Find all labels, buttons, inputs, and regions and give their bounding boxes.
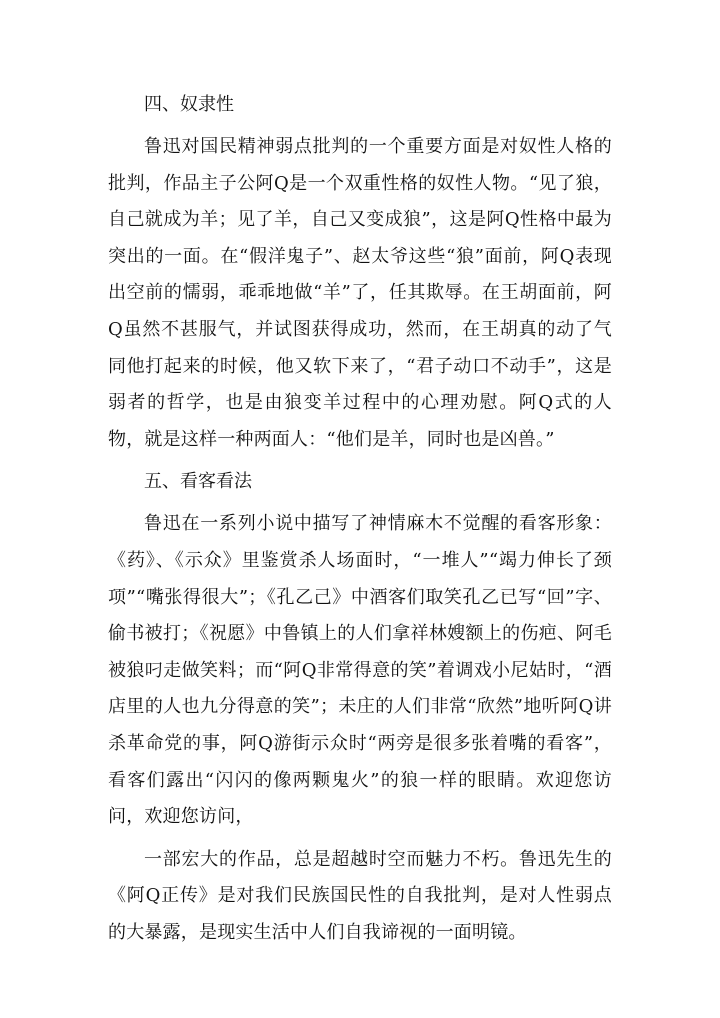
section-heading-spectators: 五、看客看法 xyxy=(144,471,252,493)
paragraph-servility: 鲁迅对国民精神弱点批判的一个重要方面是对奴性人格的批判，作品主子公阿Q是一个双重性格的奴性人物。“见了狼，自己就成为羊；见了羊，自己又变成狼”，这是阿Q性格中最为突出的一面。在“假洋鬼子”、赵太爷这些“狼”面前，阿Q表现出空前的懦弱，乖乖地做“羊”了，任其欺辱。在王胡面前，阿Q虽然不甚服气，并试图获得成功，然而，在王胡真的动了气同他打起来的时候，他又软下来了，“君子动口不动手”，这是弱者的哲学，也是由狼变羊过程中的心理劝慰。阿Q式的人物，就是这样一种两面人：“他们是羊，同时也是凶兽。” xyxy=(108,136,612,450)
document-body xyxy=(108,87,612,951)
paragraph-spectators: 鲁迅在一系列小说中描写了神情麻木不觉醒的看客形象：《药》、《示众》里鉴赏杀人场面时，“一堆人”“竭力伸长了颈项”“嘴张得很大”；《孔乙己》中酒客们取笑孔乙已写“回”字、偷书被打；《祝愿》中鲁镇上的人们拿祥林嫂额上的伤疤、阿毛被狼叼走做笑料；而“阿Q非常得意的笑”着调戏小尼姑时，“酒店里的人也九分得意的笑”；未庄的人们非常“欣然”地听阿Q讲杀革命党的事，阿Q游街示众时“两旁是很多张着嘴的看客”，看客们露出“闪闪的像两颗鬼火”的狼一样的眼睛。欢迎您访问，欢迎您访问， xyxy=(108,513,612,828)
section-heading-servility: 四、奴隶性 xyxy=(144,94,234,115)
paragraph-conclusion: 一部宏大的作品，总是超越时空而魅力不朽。鲁迅先生的《阿Q正传》是对我们民族国民性的自我批判，是对人性弱点的大暴露，是现实生活中人们自我谛视的一面明镜。 xyxy=(108,848,612,943)
